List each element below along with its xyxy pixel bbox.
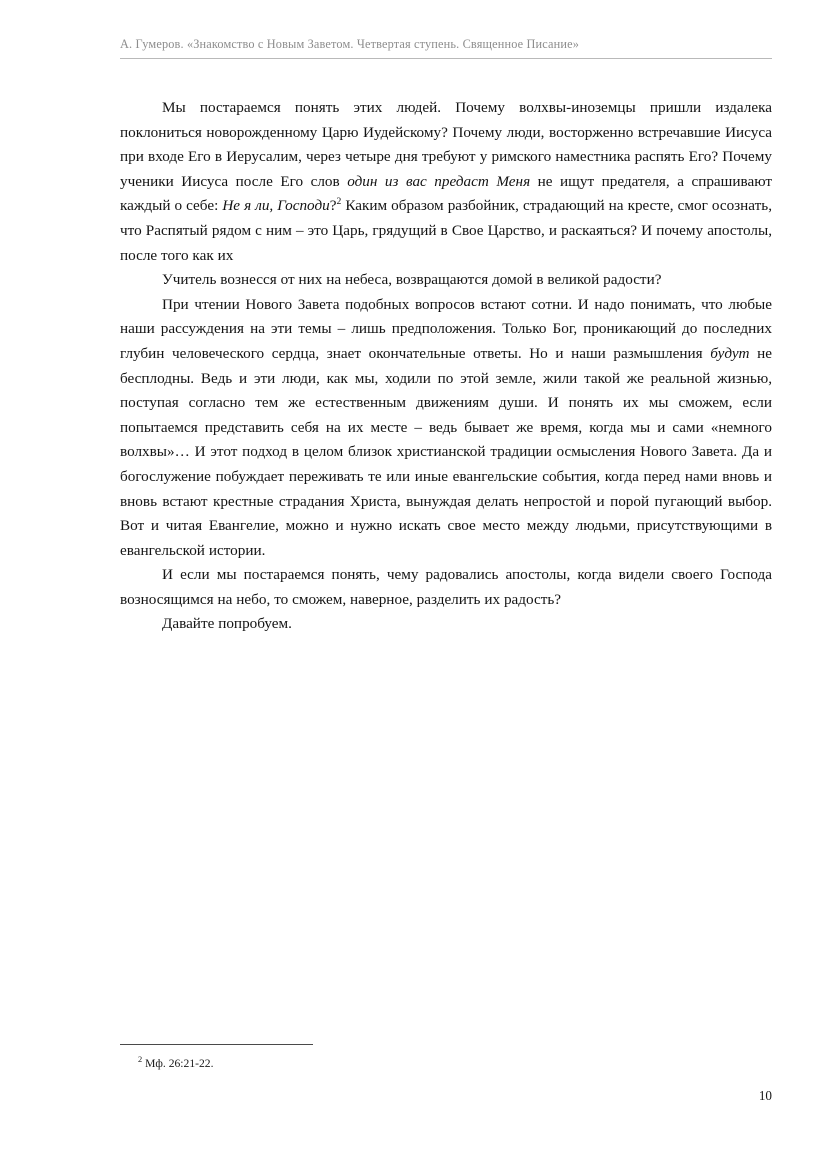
text-run: Учитель вознесся от них на небеса, возвращаются домой в великой радости? [162,271,662,289]
text-run: Каким образом разбойник, страдающий на кресте, смог осознать, что Распятый рядом с ним – это Царь, грядущий в Свое Царство, и раскаяться? И почему апостолы, после того как их [120,197,772,264]
text-run: При чтении Нового Завета подобных вопросов встают сотни. И надо понимать, что любые наши рассуждения на эти темы – лишь предположения. Только Бог, проникающий до последних глубин человеческого сердца, знает окончательные ответы. Но и наши размышления [120,295,772,362]
running-header [120,36,772,59]
italic-quote: будут [710,344,750,362]
paragraph [120,563,772,612]
italic-quote: Не я ли, Господи [222,197,330,215]
text-run: И если мы постараемся понять, чему радовались апостолы, когда видели своего Господа возносящимся на небо, то сможем, наверное, разделить их радость? [120,566,772,608]
paragraph [120,612,772,637]
text-run: Давайте попробуем. [162,615,292,633]
footnote-separator [120,1044,313,1045]
paragraph [120,268,772,293]
footnote-text: Мф. 26:21-22. [142,1057,214,1070]
text-run: не ищут предателя, а спрашивают каждый о себе: [120,172,772,215]
page-number: 10 [758,1088,772,1103]
paragraph [120,96,772,268]
footnote-area [120,1044,772,1071]
paragraph [120,293,772,564]
italic-quote: один из вас предаст Меня [347,172,531,190]
header-divider [120,58,772,59]
running-head-text: А. Гумеров. «Знакомство с Новым Заветом. Четвертая ступень. Священное Писание» [120,37,579,51]
text-run: Мы постараемся понять этих людей. Почему волхвы-иноземцы пришли издалека поклониться новорожденному Царю Иудейскому? Почему люди, восторженно встречавшие Иисуса при входе Его в Иерусалим, через четыре дня требуют у римского наместника распять Его? Почему ученики Иисуса после Его слов [120,99,772,190]
footnote-entry [120,1056,772,1071]
text-run: ? [329,197,337,215]
footnote-marker: 2 [138,1055,143,1065]
footnote-reference[interactable]: 2 [336,196,342,208]
text-run: не бесплодны. Ведь и эти люди, как мы, ходили по этой земле, жили такой же реальной жизнью, поступая согласно тем же естественным движениям души. И понять их мы сможем, если попытаемся представить себя на их месте – ведь бывает же время, когда мы и сами «немного волхвы»… И этот подход в целом близок христианской традиции осмысления Нового Завета. Да и богослужение побуждает переживать те или иные евангельские события, когда перед нами вновь и вновь встают крестные страдания Христа, вынуждая делать непростой и порой пугающий выбор. Вот и читая Евангелие, можно и нужно искать свое место между людьми, присутствующими в евангельской истории. [120,344,773,559]
body-text-column [120,96,772,637]
